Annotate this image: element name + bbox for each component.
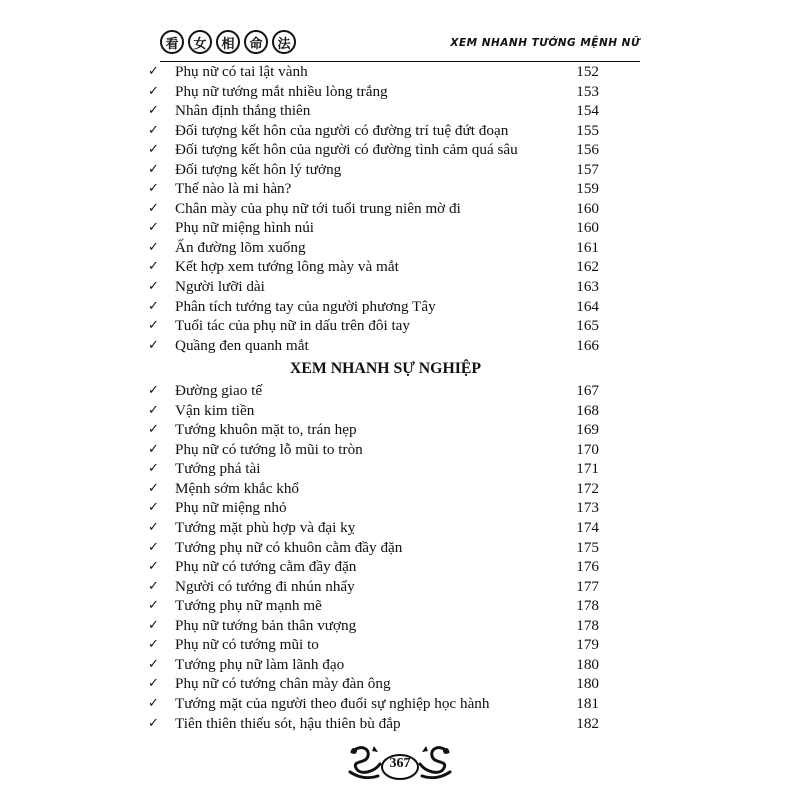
table-of-contents bbox=[148, 62, 603, 733]
checkmark-icon: ✓ bbox=[148, 617, 159, 633]
checkmark-icon: ✓ bbox=[148, 695, 159, 711]
checkmark-icon: ✓ bbox=[148, 637, 159, 653]
toc-entry-page: 160 bbox=[576, 219, 599, 237]
toc-entry-title: Phân tích tướng tay của người phương Tây bbox=[175, 297, 436, 315]
toc-entry-title: Thế nào là mi hàn? bbox=[175, 180, 292, 198]
toc-entry bbox=[148, 655, 603, 675]
toc-entry bbox=[148, 616, 603, 636]
toc-entry bbox=[148, 218, 603, 238]
toc-entry bbox=[148, 257, 603, 277]
toc-entry-page: 179 bbox=[576, 636, 599, 654]
toc-entry-title: Kết hợp xem tướng lông mày và mắt bbox=[175, 258, 399, 276]
emblem-char: 相 bbox=[216, 30, 240, 54]
toc-entry-page: 163 bbox=[576, 278, 599, 296]
toc-entry-title: Đối tượng kết hôn của người có đường tình cảm quá sâu bbox=[175, 141, 518, 159]
toc-entry bbox=[148, 635, 603, 655]
toc-entry-page: 154 bbox=[576, 102, 599, 120]
toc-entry bbox=[148, 557, 603, 577]
toc-entry bbox=[148, 277, 603, 297]
toc-entry bbox=[148, 596, 603, 616]
toc-entry-title: Phụ nữ có tai lật vành bbox=[175, 63, 308, 80]
toc-entry-page: 167 bbox=[576, 382, 599, 400]
emblem-char: 看 bbox=[160, 30, 184, 54]
toc-entry-page: 159 bbox=[576, 180, 599, 198]
checkmark-icon: ✓ bbox=[148, 64, 159, 79]
chinese-emblems bbox=[160, 30, 296, 54]
toc-entry-page: 160 bbox=[576, 199, 599, 217]
toc-entry-title: Đường giao tế bbox=[175, 382, 263, 400]
toc-entry-title: Tướng phá tài bbox=[175, 460, 261, 478]
checkmark-icon: ✓ bbox=[148, 539, 159, 555]
toc-entry-page: 174 bbox=[576, 519, 599, 537]
toc-entry-page: 155 bbox=[576, 121, 599, 139]
toc-entry-page: 180 bbox=[576, 655, 599, 673]
toc-entry bbox=[148, 518, 603, 538]
toc-entry-title: Tướng phụ nữ mạnh mẽ bbox=[175, 597, 322, 615]
toc-entry-title: Phụ nữ có tướng chân mày đàn ông bbox=[175, 675, 391, 693]
checkmark-icon: ✓ bbox=[148, 461, 159, 477]
checkmark-icon: ✓ bbox=[148, 598, 159, 614]
toc-entry bbox=[148, 674, 603, 694]
toc-entry-title: Đối tượng kết hôn của người có đường trí tuệ đứt đoạn bbox=[175, 121, 509, 139]
toc-entry-page: 157 bbox=[576, 160, 599, 178]
checkmark-icon: ✓ bbox=[148, 122, 159, 138]
checkmark-icon: ✓ bbox=[148, 259, 159, 275]
toc-entry bbox=[148, 401, 603, 421]
toc-entry-title: Mệnh sớm khắc khổ bbox=[175, 479, 300, 497]
toc-entry-page: 178 bbox=[576, 616, 599, 634]
toc-entry-title: Tuổi tác của phụ nữ in dấu trên đôi tay bbox=[175, 317, 411, 335]
toc-entry-title: Quầng đen quanh mắt bbox=[175, 336, 309, 354]
checkmark-icon: ✓ bbox=[148, 220, 159, 236]
checkmark-icon: ✓ bbox=[148, 402, 159, 418]
page-number: 367 bbox=[389, 756, 411, 771]
toc-entry-title: Phụ nữ miệng hình núi bbox=[175, 219, 315, 237]
toc-entry-page: 164 bbox=[576, 297, 599, 315]
toc-entry-title: Phụ nữ có tướng lỗ mũi to tròn bbox=[175, 440, 363, 458]
checkmark-icon: ✓ bbox=[148, 279, 159, 295]
toc-entry-page: 162 bbox=[576, 258, 599, 276]
toc-entry-page: 156 bbox=[576, 141, 599, 159]
checkmark-icon: ✓ bbox=[148, 578, 159, 594]
checkmark-icon: ✓ bbox=[148, 83, 159, 99]
toc-entry bbox=[148, 160, 603, 180]
toc-entry-title: Phụ nữ miệng nhỏ bbox=[175, 499, 287, 517]
checkmark-icon: ✓ bbox=[148, 337, 159, 353]
checkmark-icon: ✓ bbox=[148, 715, 159, 731]
checkmark-icon: ✓ bbox=[148, 161, 159, 177]
toc-entry-title: Tướng phụ nữ làm lãnh đạo bbox=[175, 655, 345, 673]
toc-entry bbox=[148, 62, 603, 82]
page-header bbox=[160, 30, 640, 60]
checkmark-icon: ✓ bbox=[148, 298, 159, 314]
toc-entry bbox=[148, 440, 603, 460]
checkmark-icon: ✓ bbox=[148, 676, 159, 692]
toc-entry bbox=[148, 297, 603, 317]
toc-list-bottom bbox=[148, 381, 603, 733]
toc-entry bbox=[148, 101, 603, 121]
checkmark-icon: ✓ bbox=[148, 520, 159, 536]
checkmark-icon: ✓ bbox=[148, 500, 159, 516]
toc-entry bbox=[148, 336, 603, 356]
checkmark-icon: ✓ bbox=[148, 181, 159, 197]
toc-entry-title: Người có tướng đi nhún nhẩy bbox=[175, 577, 355, 595]
toc-entry bbox=[148, 82, 603, 102]
toc-entry-page: 168 bbox=[576, 401, 599, 419]
toc-entry bbox=[148, 694, 603, 714]
emblem-char: 命 bbox=[244, 30, 268, 54]
checkmark-icon: ✓ bbox=[148, 559, 159, 575]
checkmark-icon: ✓ bbox=[148, 200, 159, 216]
checkmark-icon: ✓ bbox=[148, 441, 159, 457]
toc-entry-title: Phụ nữ có tướng mũi to bbox=[175, 636, 319, 654]
toc-entry-page: 178 bbox=[576, 597, 599, 615]
toc-entry-title: Phụ nữ tướng bản thân vượng bbox=[175, 616, 357, 634]
toc-entry-title: Phụ nữ có tướng cằm đầy đặn bbox=[175, 558, 357, 576]
section-title: XEM NHANH SỰ NGHIỆP bbox=[289, 360, 482, 378]
toc-entry-title: Tướng khuôn mặt to, trán hẹp bbox=[175, 421, 357, 439]
toc-entry-title: Nhân định thắng thiên bbox=[175, 102, 311, 120]
checkmark-icon: ✓ bbox=[148, 422, 159, 438]
toc-entry bbox=[148, 316, 603, 336]
toc-entry-page: 166 bbox=[576, 336, 599, 354]
toc-entry-title: Ấn đường lõm xuống bbox=[175, 238, 306, 256]
toc-entry-page: 165 bbox=[576, 317, 599, 335]
checkmark-icon: ✓ bbox=[148, 480, 159, 496]
toc-entry bbox=[148, 577, 603, 597]
toc-entry-title: Phụ nữ tướng mắt nhiều lòng trắng bbox=[175, 82, 388, 100]
toc-entry bbox=[148, 140, 603, 160]
toc-entry-page: 172 bbox=[576, 479, 599, 497]
toc-entry-page: 176 bbox=[576, 558, 599, 576]
checkmark-icon: ✓ bbox=[148, 142, 159, 158]
toc-entry-title: Tướng mặt của người theo đuổi sự nghiệp học hành bbox=[175, 694, 490, 712]
checkmark-icon: ✓ bbox=[148, 383, 159, 399]
checkmark-icon: ✓ bbox=[148, 239, 159, 255]
toc-entry bbox=[148, 420, 603, 440]
toc-entry-title: Tướng mặt phù hợp và đại kỵ bbox=[175, 519, 356, 537]
toc-entry-page: 175 bbox=[576, 538, 599, 556]
toc-entry-page: 177 bbox=[576, 577, 599, 595]
toc-entry bbox=[148, 714, 603, 734]
toc-entry bbox=[148, 179, 603, 199]
toc-entry-title: Tướng phụ nữ có khuôn cằm đầy đặn bbox=[175, 538, 403, 556]
toc-entry bbox=[148, 538, 603, 558]
page-footer bbox=[344, 742, 456, 782]
book-title: XEM NHANH TƯỚNG MỆNH NỮ bbox=[450, 37, 640, 49]
toc-entry-page: 182 bbox=[576, 714, 599, 732]
toc-entry-page: 181 bbox=[576, 694, 599, 712]
checkmark-icon: ✓ bbox=[148, 318, 159, 334]
toc-entry-page: 152 bbox=[576, 63, 599, 80]
toc-entry-title: Người lưỡi dài bbox=[175, 278, 265, 296]
toc-entry-page: 161 bbox=[576, 238, 599, 256]
toc-entry-title: Chân mày của phụ nữ tới tuổi trung niên mờ đi bbox=[175, 199, 461, 217]
toc-entry bbox=[148, 238, 603, 258]
toc-entry-page: 180 bbox=[576, 675, 599, 693]
toc-entry bbox=[148, 199, 603, 219]
toc-entry-page: 153 bbox=[576, 82, 599, 100]
checkmark-icon: ✓ bbox=[148, 656, 159, 672]
toc-list-top bbox=[148, 62, 603, 355]
toc-entry-page: 170 bbox=[576, 440, 599, 458]
toc-entry-title: Đối tượng kết hôn lý tưởng bbox=[175, 160, 342, 178]
toc-entry-page: 171 bbox=[576, 460, 599, 478]
toc-entry bbox=[148, 121, 603, 141]
emblem-char: 女 bbox=[188, 30, 212, 54]
toc-entry-title: Vận kim tiền bbox=[175, 401, 255, 419]
toc-entry bbox=[148, 479, 603, 499]
toc-entry-page: 169 bbox=[576, 421, 599, 439]
toc-entry bbox=[148, 459, 603, 479]
toc-entry bbox=[148, 381, 603, 401]
toc-entry-title: Tiên thiên thiếu sót, hậu thiên bù đắp bbox=[175, 714, 401, 732]
emblem-char: 法 bbox=[272, 30, 296, 54]
checkmark-icon: ✓ bbox=[148, 103, 159, 119]
toc-entry-page: 173 bbox=[576, 499, 599, 517]
toc-entry bbox=[148, 498, 603, 518]
